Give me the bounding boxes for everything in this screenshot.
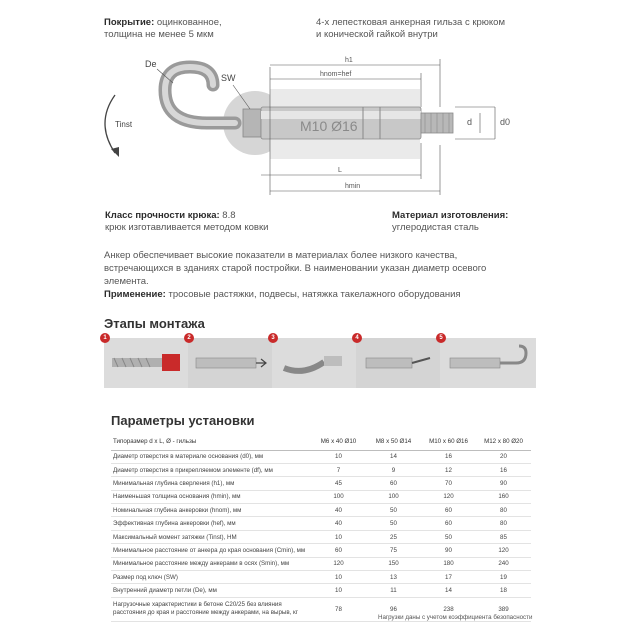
row-value: 7 — [311, 463, 366, 476]
nut — [243, 109, 261, 137]
row-value: 9 — [366, 463, 421, 476]
row-value: 180 — [421, 557, 476, 570]
row-value: 50 — [366, 504, 421, 517]
table-row — [111, 477, 531, 490]
anchor-insert-icon — [196, 358, 256, 368]
row-value: 16 — [421, 450, 476, 463]
row-value: 25 — [366, 530, 421, 543]
stages-strip — [104, 338, 536, 388]
de-label: De — [145, 59, 157, 69]
hook-class-label: Класс прочности крюка: — [105, 210, 220, 221]
hnom-hef-label: hnom=hef — [320, 71, 352, 78]
row-value: 120 — [421, 490, 476, 503]
table-row — [111, 504, 531, 517]
row-value: 150 — [366, 557, 421, 570]
table-row — [111, 557, 531, 570]
row-value: 50 — [366, 517, 421, 530]
row-value: 14 — [421, 584, 476, 597]
row-value: 12 — [421, 463, 476, 476]
table-row — [111, 490, 531, 503]
row-label: Минимальная глубина сверления (h1), мм — [111, 477, 311, 490]
row-value: 240 — [476, 557, 531, 570]
row-label: Максимальный момент затяжки (Tinst), НМ — [111, 530, 311, 543]
row-value: 10 — [311, 571, 366, 584]
application-label: Применение: — [104, 289, 166, 300]
row-value: 40 — [311, 504, 366, 517]
table-footnote: Нагрузки даны с учетом коэффициента безопасности — [378, 614, 533, 621]
sleeve-note-line2: и конической гайкой внутри — [316, 29, 438, 40]
params-table — [111, 434, 531, 622]
hook-forging-note: крюк изготавливается методом ковки — [105, 222, 269, 233]
stages-illustration — [104, 338, 536, 388]
table-row — [111, 517, 531, 530]
hmin-label: hmin — [345, 183, 361, 190]
drill-icon — [112, 358, 162, 367]
step-number-1: 1 — [100, 333, 110, 343]
row-value: 160 — [476, 490, 531, 503]
l-label: L — [338, 167, 342, 174]
table-header-col-3: M10 x 60 Ø16 — [421, 434, 476, 450]
row-value: 96 — [366, 597, 421, 621]
table-row — [111, 450, 531, 463]
row-label: Минимальное расстояние от анкера до края основания (Cmin), мм — [111, 544, 311, 557]
table-row — [111, 584, 531, 597]
row-value: 60 — [421, 504, 476, 517]
row-label: Эффективная глубина анкеровки (hef), мм — [111, 517, 311, 530]
wrench-icon — [366, 358, 412, 368]
row-value: 100 — [366, 490, 421, 503]
h1-label: h1 — [345, 57, 353, 64]
rotation-arrow — [105, 95, 115, 153]
stages-title: Этапы монтажа — [104, 316, 205, 331]
sleeve-marking: M10 Ø16 — [300, 118, 358, 134]
drill-chuck — [162, 354, 180, 371]
coating-thickness: толщина не менее 5 мкм — [104, 29, 214, 40]
row-label-line2: расстояния до края и расстояние между анкерами, на вырыв, кг — [113, 609, 299, 617]
row-value: 17 — [421, 571, 476, 584]
row-value: 90 — [476, 477, 531, 490]
table-header-col-1: M6 x 40 Ø10 — [311, 434, 366, 450]
row-value: 80 — [476, 517, 531, 530]
row-value: 100 — [311, 490, 366, 503]
row-value: 16 — [476, 463, 531, 476]
table-row — [111, 571, 531, 584]
row-value: 50 — [421, 530, 476, 543]
row-label-line1: Нагрузочные характеристики в бетоне C20/25 без влияния — [113, 601, 282, 609]
step-number-2: 2 — [184, 333, 194, 343]
row-value: 19 — [476, 571, 531, 584]
row-value: 10 — [311, 530, 366, 543]
description-line1: Анкер обеспечивает высокие показатели в материалах более низкого качества, — [104, 250, 458, 261]
row-value: 10 — [311, 584, 366, 597]
row-label: Номинальная глубина анкеровки (hnom), мм — [111, 504, 311, 517]
table-row — [111, 544, 531, 557]
tinst-label: Tinst — [115, 120, 133, 129]
row-label: Наименьшая толщина основания (hmin), мм — [111, 490, 311, 503]
row-value: 238 — [421, 597, 476, 621]
row-value: 40 — [311, 517, 366, 530]
row-value: 14 — [366, 450, 421, 463]
row-value: 389 — [476, 597, 531, 621]
params-title: Параметры установки — [111, 413, 255, 428]
row-label: Диаметр отверстия в материале основания (d0), мм — [111, 450, 311, 463]
row-value: 60 — [311, 544, 366, 557]
coating-note — [104, 17, 222, 41]
sleeve-note — [316, 17, 505, 41]
sw-label: SW — [221, 73, 236, 83]
description-line3: элемента. — [104, 276, 149, 287]
d0-label: d0 — [500, 117, 511, 127]
final-anchor-icon — [450, 358, 500, 368]
coating-value: оцинкованное, — [154, 17, 222, 28]
d-label: d — [467, 117, 473, 127]
table-row — [111, 463, 531, 476]
row-value: 70 — [421, 477, 476, 490]
row-value: 78 — [311, 597, 366, 621]
row-value: 60 — [421, 517, 476, 530]
step-number-4: 4 — [352, 333, 362, 343]
anchor-diagram — [95, 45, 545, 205]
row-label: Внутренний диаметр петли (De), мм — [111, 584, 311, 597]
coating-label: Покрытие: — [104, 17, 155, 28]
row-value: 80 — [476, 504, 531, 517]
table-row — [111, 530, 531, 543]
application-text: тросовые растяжки, подвесы, натяжка такелажного оборудования — [165, 289, 461, 300]
row-value: 90 — [421, 544, 476, 557]
material-label: Материал изготовления: — [392, 210, 509, 221]
description-line2: встречающихся в зданиях старой постройки. В наименовании указан диаметр осевого — [104, 263, 487, 274]
hook-class-value: 8.8 — [219, 210, 236, 221]
row-value: 120 — [476, 544, 531, 557]
row-value: 85 — [476, 530, 531, 543]
row-label: Диаметр отверстия в прикрепляемом элементе (df), мм — [111, 463, 311, 476]
table-header-row — [111, 434, 531, 450]
material-value: углеродистая сталь — [392, 222, 479, 233]
row-value: 10 — [311, 450, 366, 463]
row-label — [111, 597, 311, 621]
row-label: Минимальное расстояние между анкерами в осях (Smin), мм — [111, 557, 311, 570]
row-value: 13 — [366, 571, 421, 584]
row-label: Размер под ключ (SW) — [111, 571, 311, 584]
step-number-3: 3 — [268, 333, 278, 343]
row-value: 45 — [311, 477, 366, 490]
row-value: 75 — [366, 544, 421, 557]
table-header-col-4: M12 x 80 Ø20 — [476, 434, 531, 450]
row-value: 120 — [311, 557, 366, 570]
row-value: 11 — [366, 584, 421, 597]
step-number-5: 5 — [436, 333, 446, 343]
table-header-label: Типоразмер d x L, Ø - гильзы — [111, 434, 311, 450]
sleeve-note-line1: 4-х лепестковая анкерная гильза с крюком — [316, 17, 505, 28]
table-header-col-2: M8 x 50 Ø14 — [366, 434, 421, 450]
hook-class-note — [105, 210, 268, 234]
row-value: 18 — [476, 584, 531, 597]
material-note — [392, 210, 508, 234]
row-value: 60 — [366, 477, 421, 490]
row-value: 20 — [476, 450, 531, 463]
description — [104, 249, 544, 301]
